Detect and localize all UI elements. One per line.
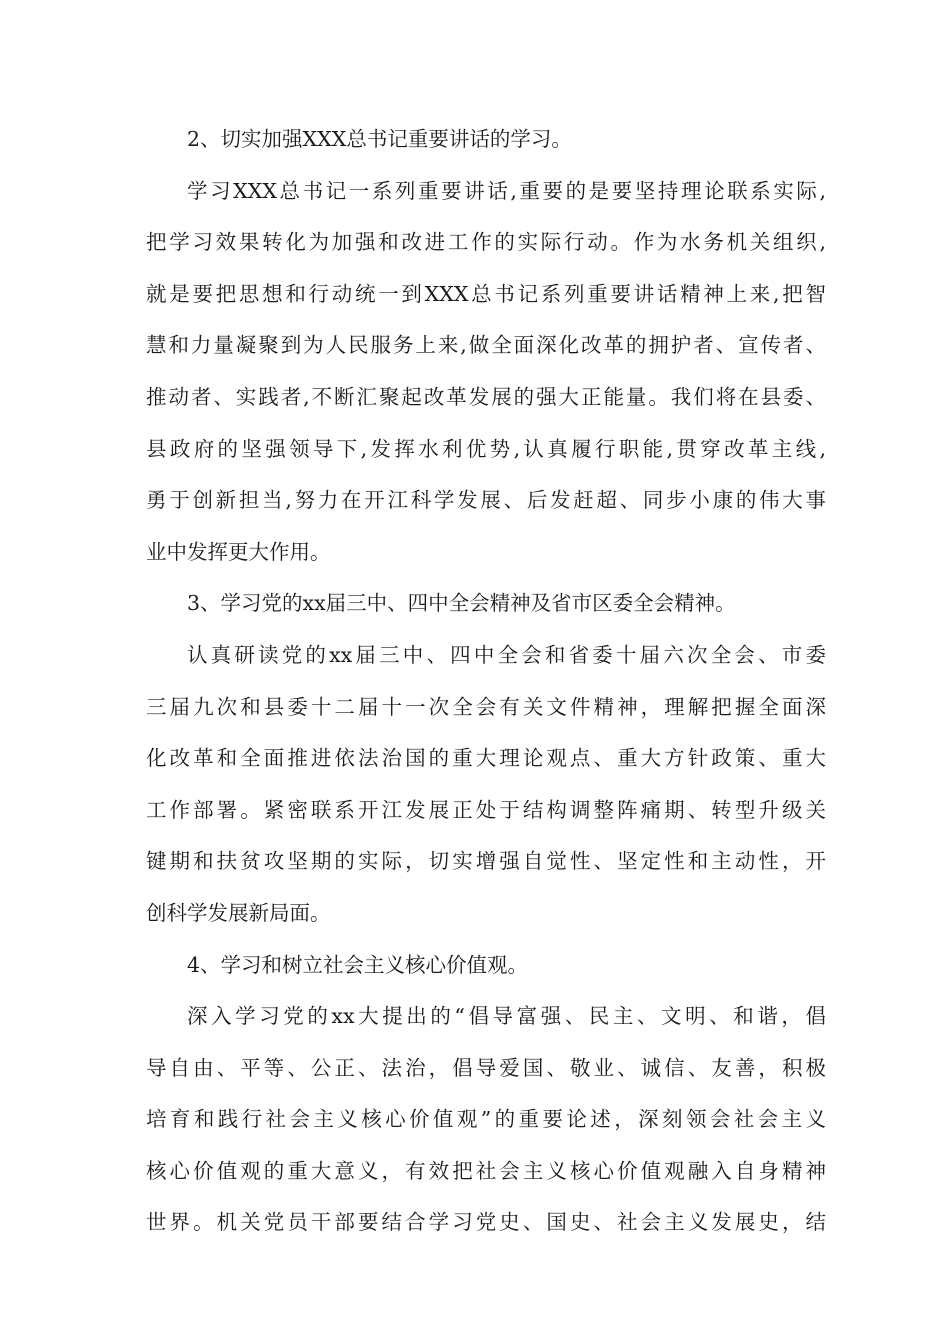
text-line: 4、学习和树立社会主义核心价值观。 [187,952,529,977]
document-body [146,114,826,1249]
text-line: 县政府的坚强领导下,发挥水利优势,认真履行职能,贯穿改革主线, [146,436,826,461]
text-line: 推动者、实践者,不断汇聚起改革发展的强大正能量。我们将在县委、 [146,384,826,409]
text-line: 2、切实加强XXX总书记重要讲话的学习。 [187,127,572,151]
text-line: 世界。机关党员干部要结合学习党史、国史、社会主义发展史，结 [146,1210,826,1235]
text-line: 核心价值观的重大意义，有效把社会主义核心价值观融入自身精神 [146,1158,826,1183]
text-line: 学习XXX总书记一系列重要讲话,重要的是要坚持理论联系实际, [187,178,826,203]
text-line: 导自由、平等、公正、法治，倡导爱国、敬业、诚信、友善，积极 [146,1055,826,1080]
text-line: 三届九次和县委十二届十一次全会有关文件精神，理解把握全面深 [146,694,826,719]
text-line: 工作部署。紧密联系开江发展正处于结构调整阵痛期、转型升级关 [146,797,826,822]
text-line: 深入学习党的xx大提出的“倡导富强、民主、文明、和谐，倡 [187,1004,826,1029]
text-line: 化改革和全面推进依法治国的重大理论观点、重大方针政策、重大 [146,746,826,771]
text-line: 业中发挥更大作用。 [146,539,331,564]
text-line: 把学习效果转化为加强和改进工作的实际行动。作为水务机关组织, [146,230,826,255]
text-line: 慧和力量凝聚到为人民服务上来,做全面深化改革的拥护者、宣传者、 [146,333,826,358]
text-line: 键期和扶贫攻坚期的实际，切实增强自觉性、坚定性和主动性，开 [146,849,826,874]
text-line: 培育和践行社会主义核心价值观”的重要论述，深刻领会社会主义 [146,1107,826,1132]
text-line: 3、学习党的xx届三中、四中全会精神及省市区委全会精神。 [187,591,736,616]
text-line: 创科学发展新局面。 [146,900,331,925]
text-line: 就是要把思想和行动统一到XXX总书记系列重要讲话精神上来,把智 [146,281,826,306]
text-line: 认真研读党的xx届三中、四中全会和省委十届六次全会、市委 [187,642,826,667]
text-line: 勇于创新担当,努力在开江科学发展、后发赶超、同步小康的伟大事 [146,488,826,513]
